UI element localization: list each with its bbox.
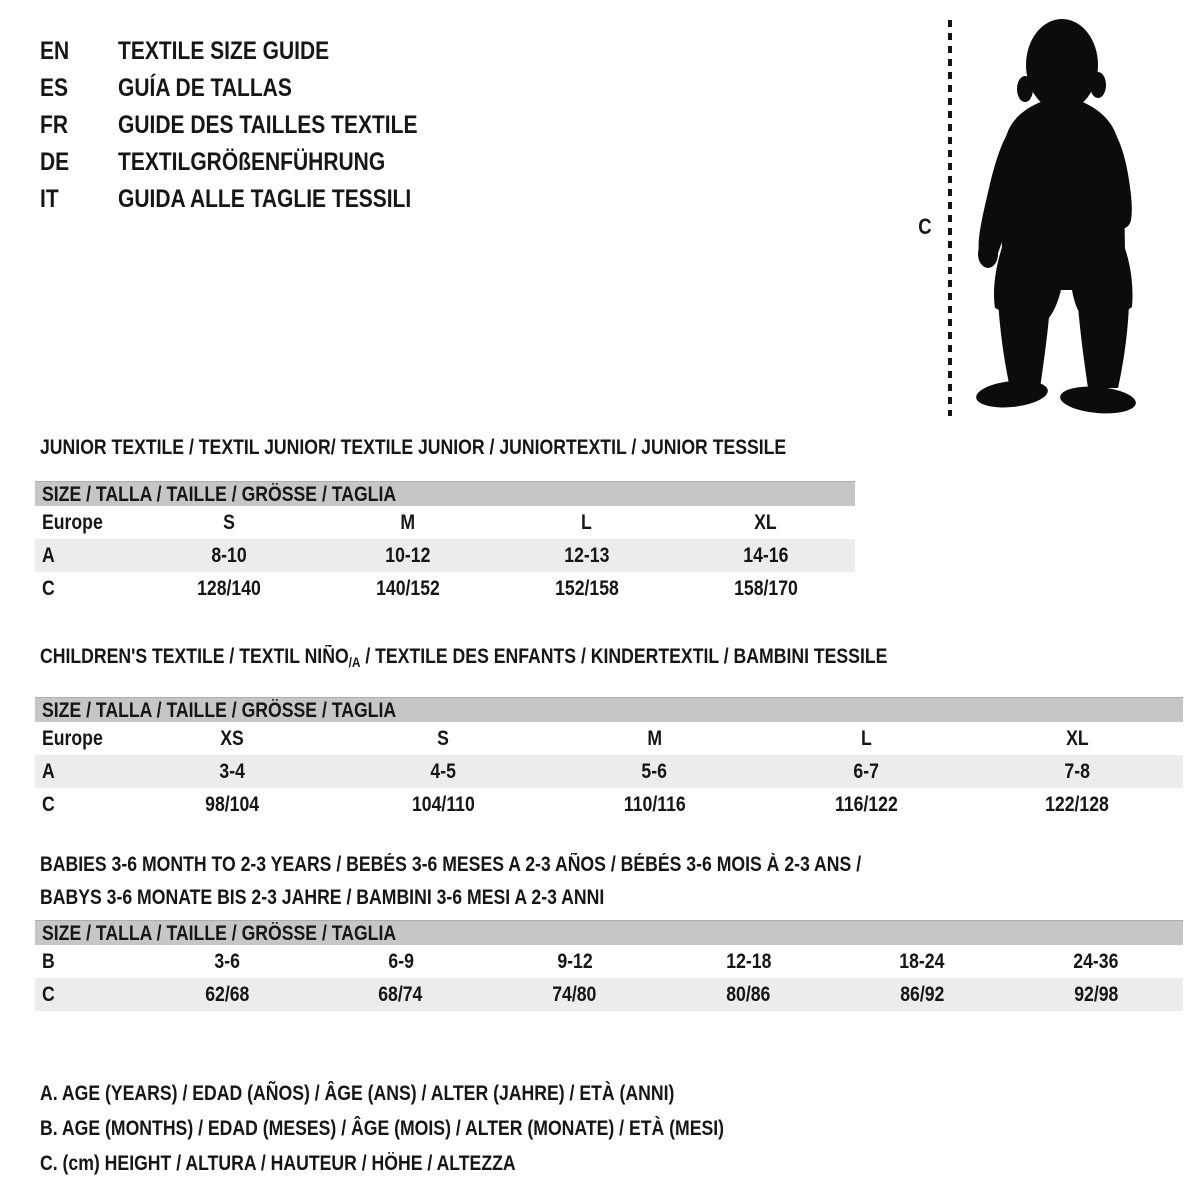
cell-value: 68/74 [378,983,423,1006]
cell-value: 4-5 [430,760,456,783]
guide-title: GUÍA DE TALLAS [118,74,292,102]
children-size-table [35,722,1183,821]
list-item [40,144,475,181]
language-code: ES [40,74,69,102]
section-title: JUNIOR TEXTILE / TEXTIL JUNIOR/ TEXTILE JUNIOR / JUNIORTEXTIL / JUNIOR TESSILE [40,436,787,459]
cell-value: 98/104 [204,793,259,816]
row-label: C [42,577,55,600]
language-title-list [40,33,475,218]
hand-right [1106,201,1126,227]
table-header-row [35,506,855,539]
size-column: S [437,727,449,750]
size-column: S [223,511,236,534]
babies-size-table [35,945,1183,1011]
region-label: Europe [42,727,103,750]
cell-value: 80/86 [726,983,771,1006]
cell-value: 116/122 [834,793,898,816]
row-label: C [42,793,55,816]
table-row [35,572,855,605]
cell-value: 6-7 [853,760,879,783]
section-title: CHILDREN'S TEXTILE / TEXTIL NIÑO/A / TEXTILE DES ENFANTS / KINDERTEXTIL / BAMBINI TESSILE [40,645,888,670]
section-title-line2: BABYS 3-6 MONATE BIS 2-3 JAHRE / BAMBINI 3-6 MESI A 2-3 ANNI [40,886,605,909]
size-header-bar: SIZE / TALLA / TAILLE / GRÖSSE / TAGLIA [35,697,1183,722]
hand-left [978,240,998,268]
cell-value: 3-6 [214,950,240,973]
size-column: XS [219,727,244,750]
legend-line-b: B. AGE (MONTHS) / EDAD (MESES) / ÂGE (MOIS) / ALTER (MONATE) / ETÀ (MESI) [40,1117,725,1140]
list-item [40,181,475,218]
cell-value: 5-6 [641,760,668,783]
cell-value: 110/116 [623,793,686,816]
size-column: XL [1066,727,1089,750]
size-header-bar: SIZE / TALLA / TAILLE / GRÖSSE / TAGLIA [35,481,855,506]
foot-right [1059,384,1137,417]
legend-line-c: C. (cm) HEIGHT / ALTURA / HAUTEUR / HÖHE / ALTEZZA [40,1152,516,1175]
language-code: DE [40,148,70,176]
guide-title: GUIDA ALLE TAGLIE TESSILI [118,185,412,213]
row-label: B [42,950,55,973]
table-header-row [35,722,1183,755]
ear-left [1017,76,1033,102]
cell-value: 12-13 [564,544,610,567]
cell-value: 7-8 [1064,760,1091,783]
guide-title: TEXTILGRÖßENFÜHRUNG [118,148,386,176]
cell-value: 122/128 [1045,793,1110,816]
guide-title: GUIDE DES TAILLES TEXTILE [118,111,418,139]
cell-value: 12-18 [725,950,771,973]
cell-value: 92/98 [1073,983,1119,1006]
list-item [40,33,475,70]
cell-value: 14-16 [743,544,789,567]
junior-size-table [35,506,855,605]
row-label: C [42,983,55,1006]
cell-value: 24-36 [1073,950,1119,973]
table-row [35,755,1183,788]
cell-value: 104/110 [411,793,475,816]
legend-line-a: A. AGE (YEARS) / EDAD (AÑOS) / ÂGE (ANS) / ALTER (JAHRE) / ETÀ (ANNI) [40,1082,675,1105]
cell-value: 3-4 [218,760,245,783]
junior-textile-section [35,436,928,605]
cell-value: 9-12 [556,950,593,973]
cell-value: 158/170 [733,577,798,600]
height-measure-label: C [918,214,932,239]
list-item [40,70,475,107]
list-item [40,107,475,144]
guide-title: TEXTILE SIZE GUIDE [118,37,330,65]
table-row [35,945,1183,978]
toddler-silhouette [968,16,1140,418]
size-column: L [860,727,872,750]
cell-value: 128/140 [197,577,262,600]
language-code: IT [40,185,59,213]
size-column: XL [754,511,777,534]
table-row [35,788,1183,821]
table-row [35,539,855,572]
cell-value: 6-9 [387,950,414,973]
cell-value: 18-24 [899,950,945,973]
region-label: Europe [42,511,103,534]
measurement-legend [40,1076,854,1181]
section-title: BABIES 3-6 MONTH TO 2-3 YEARS / BEBÉS 3-6 MESES A 2-3 AÑOS / BÉBÉS 3-6 MOIS À 2-3 ANS / [40,853,862,876]
leg-left [998,301,1050,388]
size-column: M [400,511,416,534]
language-code: EN [40,37,70,65]
table-row [35,978,1183,1011]
cell-value: 62/68 [204,983,249,1006]
children-textile-section [35,645,1183,821]
language-code: FR [40,111,68,139]
cell-value: 140/152 [376,577,441,600]
babies-textile-section [35,853,1183,1011]
cell-value: 8-10 [211,544,248,567]
size-column: M [647,727,662,750]
size-column: L [581,511,593,534]
row-label: A [42,760,55,783]
height-measure-line [946,18,954,418]
nino-a-subscript: /A [348,654,361,670]
ear-right [1090,72,1106,98]
cell-value: 74/80 [552,983,597,1006]
cell-value: 10-12 [385,544,431,567]
size-header-bar: SIZE / TALLA / TAILLE / GRÖSSE / TAGLIA [35,920,1183,945]
row-label: A [42,544,55,567]
cell-value: 86/92 [900,983,945,1006]
leg-right [1078,304,1129,388]
cell-value: 152/158 [554,577,619,600]
